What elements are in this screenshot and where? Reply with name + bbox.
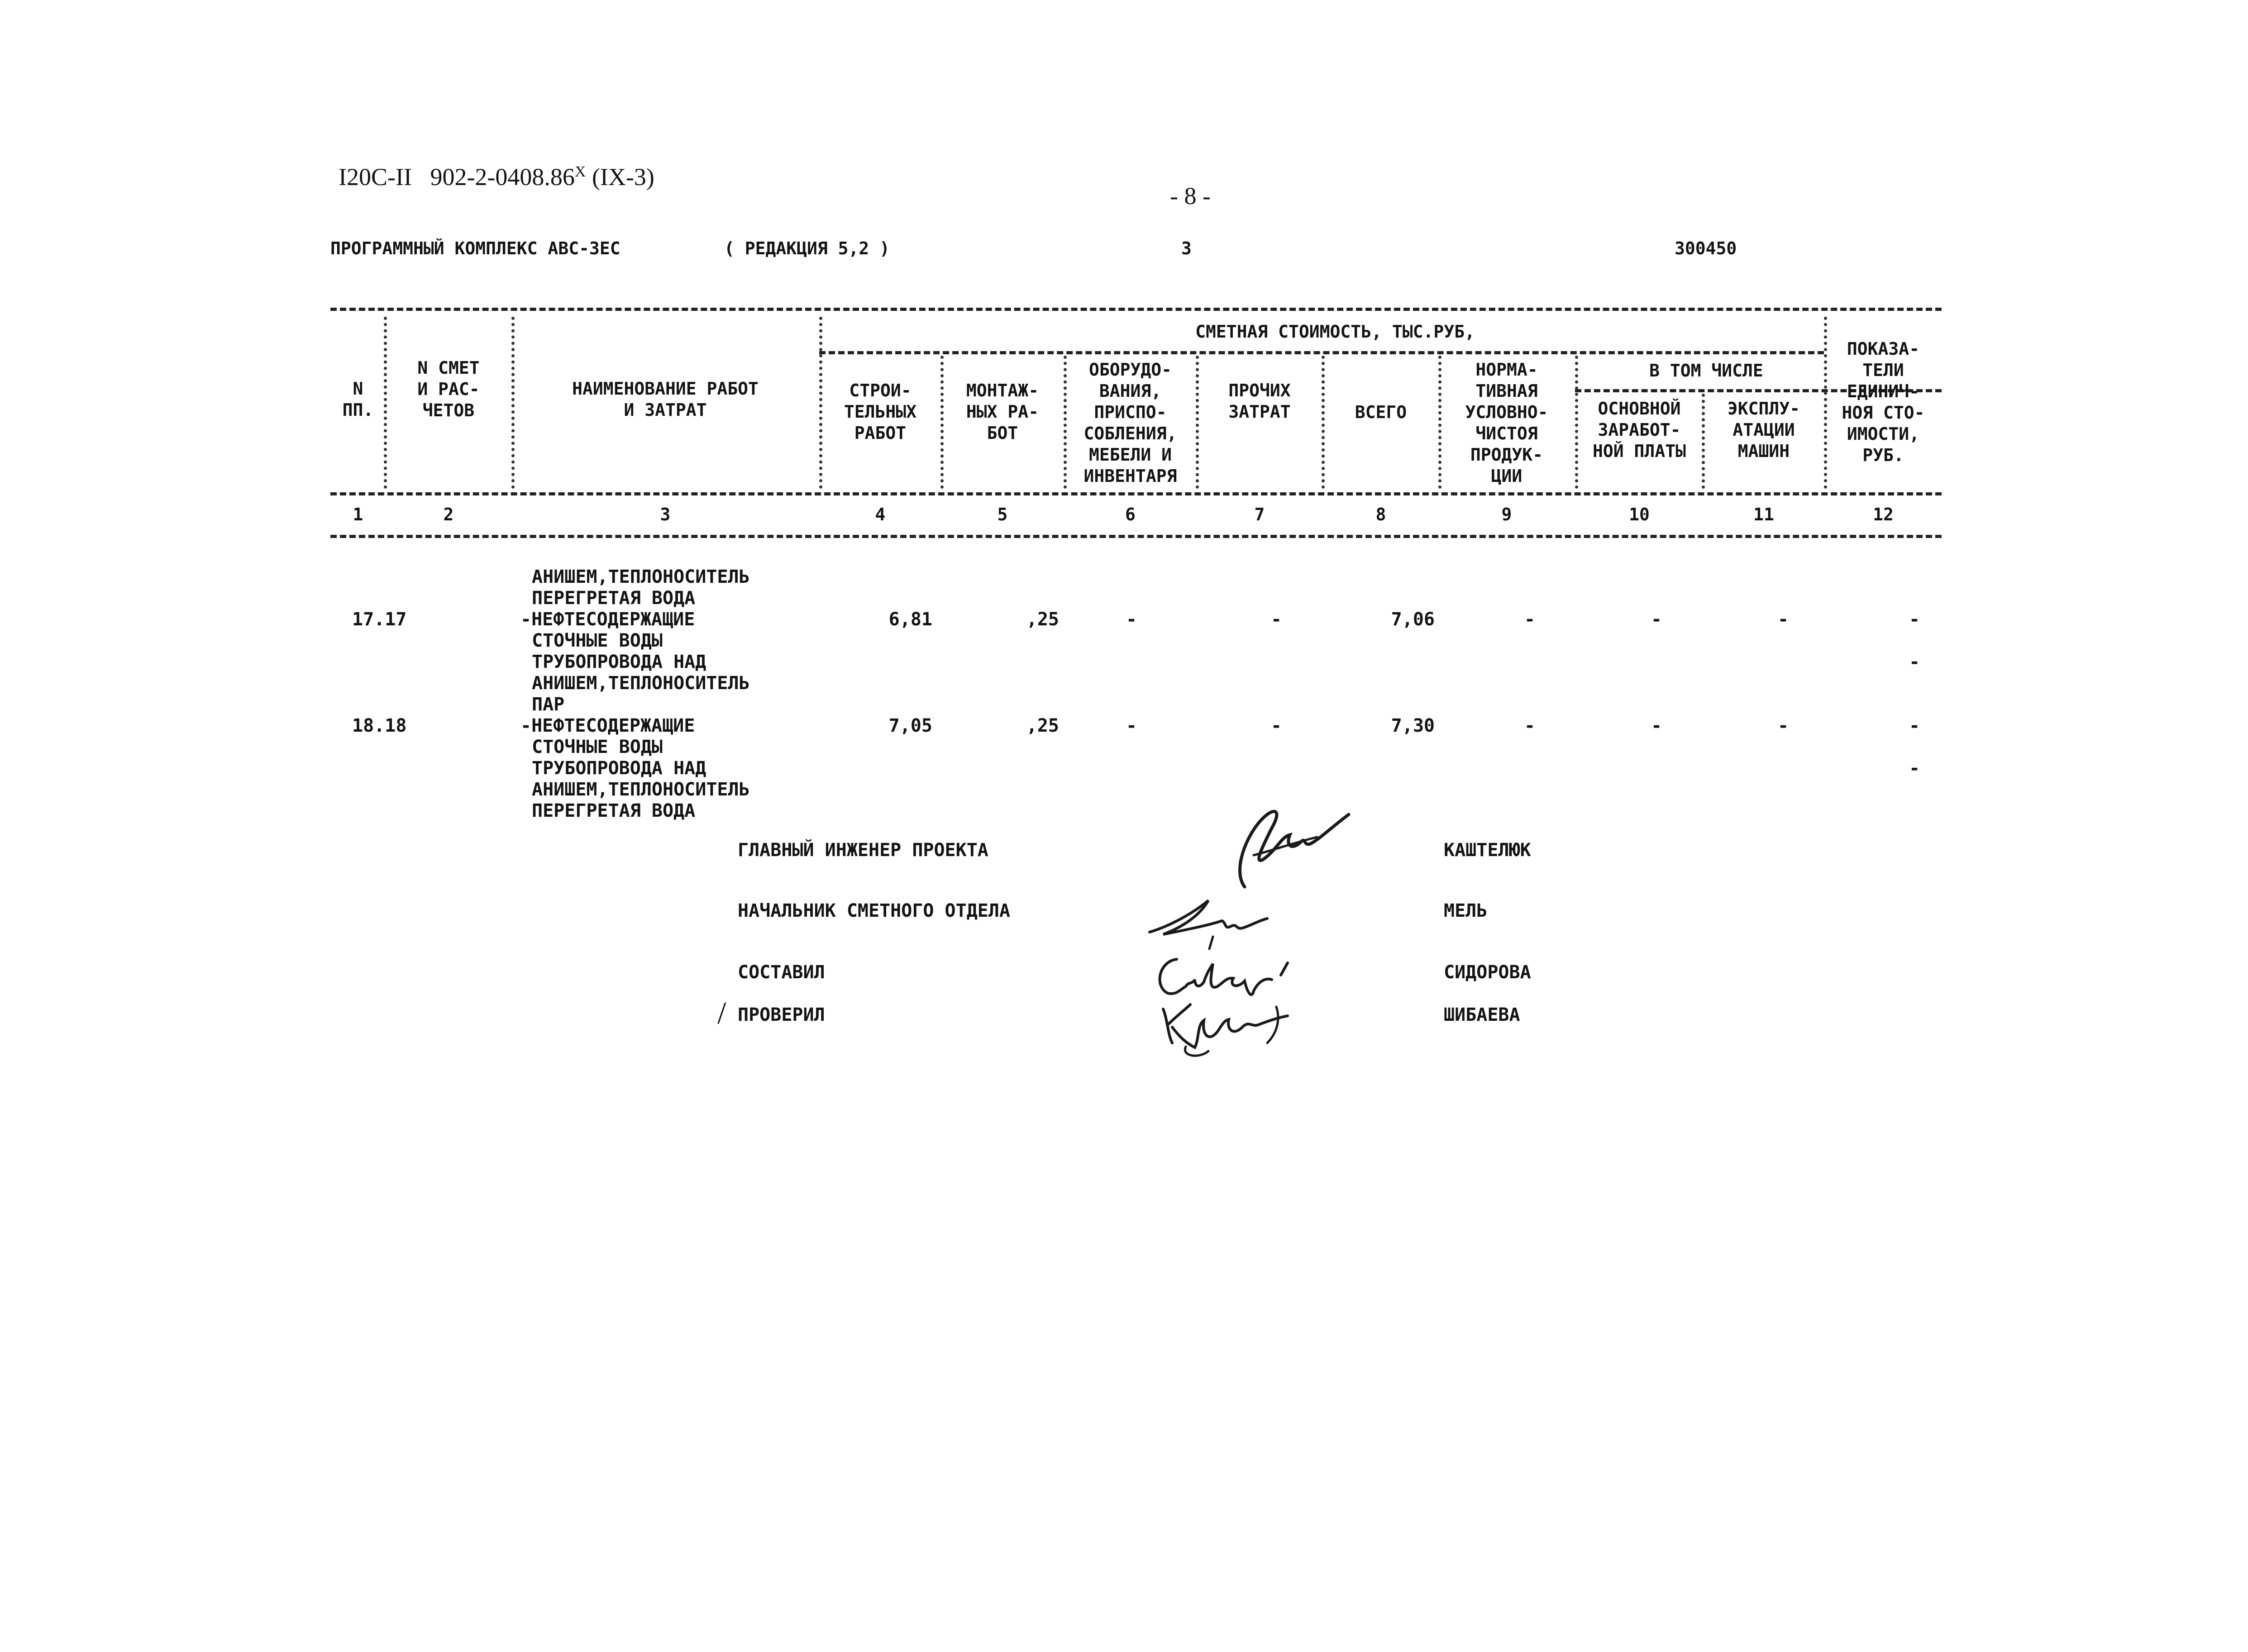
document-number: 902-2-0408.86 bbox=[430, 163, 575, 190]
handwritten-signature-chief-engineer bbox=[1213, 801, 1367, 891]
row-name-line: ПАР bbox=[532, 694, 565, 715]
program-code: 300450 bbox=[1675, 238, 1737, 258]
leading-text-line: АНИШЕМ,ТЕПЛОНОСИТЕЛЬ bbox=[532, 567, 750, 587]
signature-name: СИДОРОВА bbox=[1444, 962, 1531, 983]
col-number: 10 bbox=[1629, 505, 1650, 524]
cell-indicator: - bbox=[1909, 652, 1920, 672]
document-code bbox=[339, 158, 654, 190]
cell-normative: - bbox=[1524, 715, 1536, 736]
col-title-8: ВСЕГО bbox=[1355, 402, 1407, 422]
table-rule-header-bottom bbox=[330, 492, 1942, 495]
row-name-line: -НЕФТЕСОДЕРЖАЩИЕ bbox=[520, 715, 695, 736]
col-number: 7 bbox=[1254, 505, 1265, 524]
program-edition: ( РЕДАКЦИЯ 5,2 ) bbox=[724, 238, 890, 258]
col-sep bbox=[511, 317, 515, 489]
col-title-7: ПРОЧИХ ЗАТРАТ bbox=[1228, 381, 1291, 422]
cell-total: 7,30 bbox=[1391, 715, 1435, 736]
signature-role: СОСТАВИЛ bbox=[738, 962, 825, 983]
row-name-line: ПЕРЕГРЕТАЯ ВОДА bbox=[532, 800, 696, 821]
cell-wages: - bbox=[1651, 609, 1662, 630]
col-title-9: НОРМА- ТИВНАЯ УСЛОВНО- ЧИСТОЯ ПРОДУК- ЦИИ bbox=[1465, 360, 1548, 486]
document-series: I20C-II bbox=[339, 163, 412, 190]
signature-role: ГЛАВНЫЙ ИНЖЕНЕР ПРОЕКТА bbox=[738, 840, 988, 861]
document-sheet: (IX-3) bbox=[592, 163, 654, 190]
signature-name: ШИБАЕВА bbox=[1444, 1005, 1520, 1025]
cell-equipment: - bbox=[1126, 715, 1137, 736]
cell-machines: - bbox=[1777, 715, 1789, 736]
row-name-line: АНИШЕМ,ТЕПЛОНОСИТЕЛЬ bbox=[532, 673, 750, 694]
row-name-line: ТРУБОПРОВОДА НАД bbox=[532, 652, 706, 672]
leading-text-line: ПЕРЕГРЕТАЯ ВОДА bbox=[532, 588, 696, 609]
col-number: 6 bbox=[1125, 505, 1136, 524]
program-title: ПРОГРАММНЫЙ КОМПЛЕКС АВС-3ЕС bbox=[330, 238, 620, 258]
cell-wages: - bbox=[1651, 715, 1662, 736]
table-rule-numbers-bottom bbox=[330, 535, 1942, 538]
program-number: 3 bbox=[1181, 238, 1192, 258]
col-number: 1 bbox=[353, 505, 363, 524]
col-title-6: ОБОРУДО- ВАНИЯ, ПРИСПО- СОБЛЕНИЯ, МЕБЕЛИ И ИНВЕНТАРЯ bbox=[1083, 360, 1177, 486]
cell-indicator: - bbox=[1909, 609, 1920, 630]
signature-name: МЕЛЬ bbox=[1444, 900, 1488, 921]
col-title-1: N ПП. bbox=[342, 379, 374, 420]
cell-construction: 7,05 bbox=[888, 715, 932, 736]
cell-other: - bbox=[1270, 715, 1282, 736]
col-number: 3 bbox=[660, 505, 671, 524]
cell-equipment: - bbox=[1126, 609, 1137, 630]
row-name-line: -НЕФТЕСОДЕРЖАЩИЕ bbox=[520, 609, 695, 630]
col-title-10: ОСНОВНОЙ ЗАРАБОТ- НОЙ ПЛАТЫ bbox=[1593, 399, 1686, 461]
handwritten-signature-estimate-head bbox=[1145, 894, 1281, 952]
row-name-line: СТОЧНЫЕ ВОДЫ bbox=[532, 630, 663, 651]
col-number: 9 bbox=[1501, 505, 1512, 524]
col-number: 2 bbox=[443, 505, 454, 524]
signature-role: НАЧАЛЬНИК СМЕТНОГО ОТДЕЛА bbox=[738, 900, 1011, 921]
cell-total: 7,06 bbox=[1391, 609, 1435, 630]
cell-indicator: - bbox=[1909, 715, 1920, 736]
row-name-line: СТОЧНЫЕ ВОДЫ bbox=[532, 737, 663, 757]
col-title-4: СТРОИ- ТЕЛЬНЫХ РАБОТ bbox=[844, 381, 917, 443]
col-sep bbox=[384, 317, 387, 489]
cell-indicator: - bbox=[1909, 758, 1920, 779]
col-title-12: ПОКАЗА- ТЕЛИ ЕДИНИЧ- НОЯ СТО- ИМОСТИ, РУБ. bbox=[1842, 339, 1925, 465]
cell-other: - bbox=[1270, 609, 1282, 630]
col-title-5: МОНТАЖ- НЫХ РА- БОТ bbox=[966, 381, 1039, 443]
signature-role: ПРОВЕРИЛ bbox=[738, 1005, 825, 1025]
page-number: - 8 - bbox=[1170, 182, 1211, 209]
cell-machines: - bbox=[1777, 609, 1789, 630]
subgroup-header: В ТОМ ЧИСЛЕ bbox=[1649, 361, 1763, 381]
signature-slash: / bbox=[717, 996, 726, 1031]
col-number: 11 bbox=[1753, 505, 1774, 524]
col-title-11: ЭКСПЛУ- АТАЦИИ МАШИН bbox=[1727, 399, 1800, 461]
document-mark: X bbox=[574, 163, 586, 180]
row-name-line: ТРУБОПРОВОДА НАД bbox=[532, 758, 706, 779]
col-number: 8 bbox=[1375, 505, 1386, 524]
col-number: 5 bbox=[997, 505, 1008, 524]
table-rule-top bbox=[330, 308, 1942, 311]
col-title-3: НАИМЕНОВАНИЕ РАБОТ И ЗАТРАТ bbox=[572, 379, 759, 420]
col-title-2: N СМЕТ И РАС- ЧЕТОВ bbox=[417, 358, 480, 420]
handwritten-signature-checked bbox=[1154, 993, 1317, 1061]
col-number: 4 bbox=[875, 505, 886, 524]
cell-normative: - bbox=[1524, 609, 1536, 630]
cell-installation: ,25 bbox=[1026, 715, 1059, 736]
col-number: 12 bbox=[1873, 505, 1894, 524]
row-number: 17.17 bbox=[352, 609, 407, 630]
cell-installation: ,25 bbox=[1026, 609, 1059, 630]
signature-name: КАШТЕЛЮК bbox=[1444, 840, 1531, 861]
row-number: 18.18 bbox=[352, 715, 407, 736]
row-name-line: АНИШЕМ,ТЕПЛОНОСИТЕЛЬ bbox=[532, 779, 750, 800]
group-header: СМЕТНАЯ СТОИМОСТЬ, ТЫС.РУБ, bbox=[1195, 322, 1475, 342]
table-rule-group bbox=[819, 351, 1824, 354]
cell-construction: 6,81 bbox=[888, 609, 932, 630]
col-sep bbox=[940, 356, 944, 489]
